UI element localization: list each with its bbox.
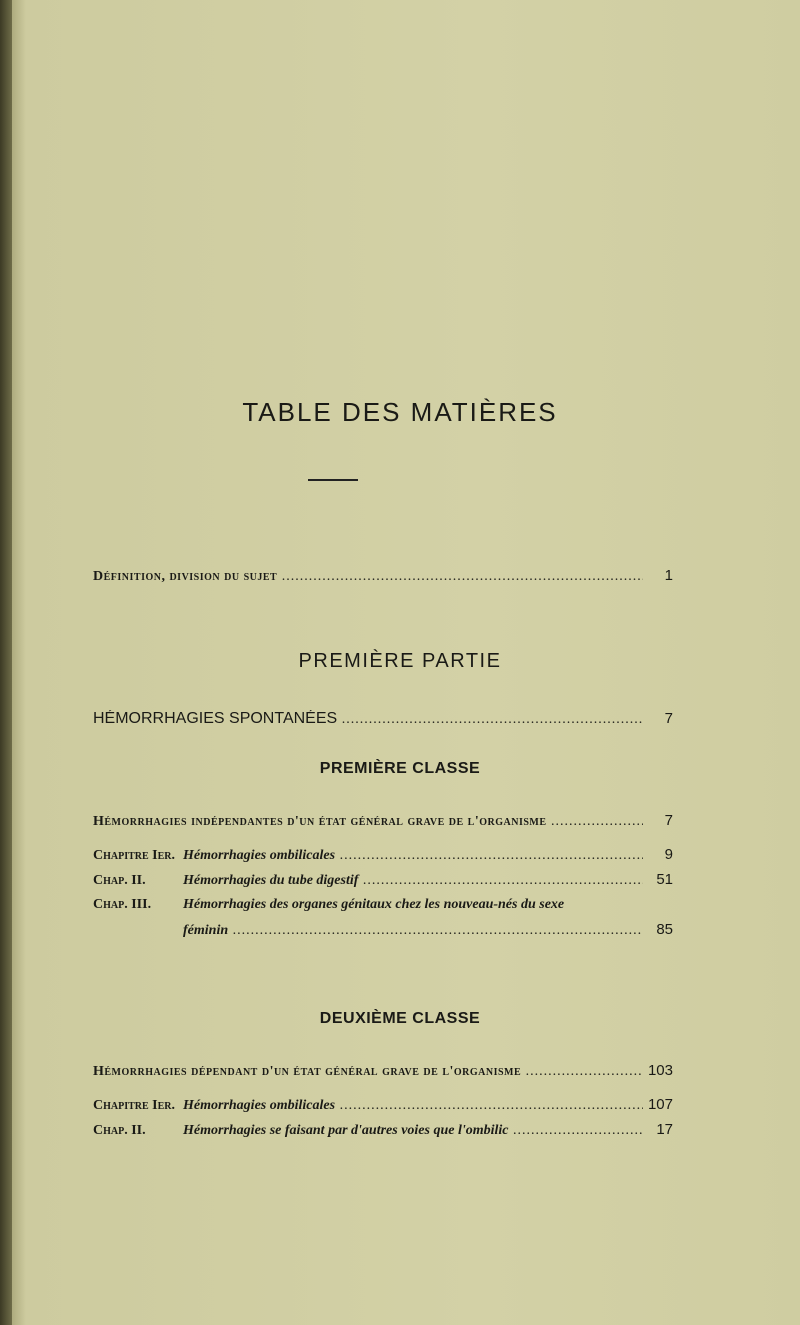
entry-page: 85 <box>656 921 673 938</box>
entry-label: HÉMORRHAGIES SPONTANÉES <box>93 710 338 727</box>
entry-page: 51 <box>656 871 673 888</box>
toc-entry-class2-chap1[interactable] <box>93 1096 673 1118</box>
toc-entry-class1-chap3-cont[interactable] <box>183 921 673 943</box>
entry-label: Hémorrhagies ombilicales <box>183 848 336 863</box>
entry-label: Hémorrhagies du tube digestif <box>183 873 359 888</box>
chapter-number: Chapitre Ier. <box>93 848 176 863</box>
page-title: TABLE DES MATIÈRES <box>242 397 558 427</box>
entry-label: Définition, division du sujet <box>93 569 278 584</box>
chapter-number: Chapitre Ier. <box>93 1098 176 1113</box>
class2-title: DEUXIÈME CLASSE <box>319 1010 481 1027</box>
entry-label: Hémorrhagies se faisant par d'autres voies que l'ombilic <box>183 1123 509 1138</box>
entry-page: 7 <box>664 710 673 727</box>
class1-title: PREMIÈRE CLASSE <box>319 760 481 777</box>
entry-label: Hémorrhagies dépendant d'un état général grave de l'organisme <box>93 1064 522 1079</box>
entry-label-continued: féminin <box>183 923 229 938</box>
entry-page: 1 <box>664 567 673 584</box>
chapter-number: Chap. II. <box>93 1123 146 1138</box>
entry-label: Hémorrhagies ombilicales <box>183 1098 336 1113</box>
chapter-number: Chap. III. <box>93 897 152 912</box>
toc-entry-class2-heading[interactable] <box>93 1062 673 1084</box>
toc-entry-definition[interactable] <box>93 567 673 589</box>
entry-label: Hémorrhagies des organes génitaux chez les nouveau-nés du sexe <box>183 897 565 912</box>
toc-entry-class1-heading[interactable] <box>93 812 673 834</box>
toc-entry-class1-chap2[interactable] <box>93 871 673 893</box>
entry-label: Hémorrhagies indépendantes d'un état général grave de l'organisme <box>93 814 547 829</box>
entry-page: 103 <box>647 1062 673 1079</box>
entry-page: 7 <box>664 812 673 829</box>
chapter-number: Chap. II. <box>93 873 146 888</box>
entry-page: 9 <box>664 846 673 863</box>
title-rule <box>308 479 358 481</box>
toc-entry-class1-chap1[interactable] <box>93 846 673 868</box>
toc-entry-spontaneous[interactable] <box>93 710 673 732</box>
entry-page: 17 <box>656 1121 673 1138</box>
toc-entry-class2-chap2[interactable] <box>93 1121 673 1143</box>
part-title: PREMIÈRE PARTIE <box>298 650 502 672</box>
toc-entry-class1-chap3[interactable] <box>93 897 673 919</box>
entry-page: 107 <box>647 1096 673 1113</box>
